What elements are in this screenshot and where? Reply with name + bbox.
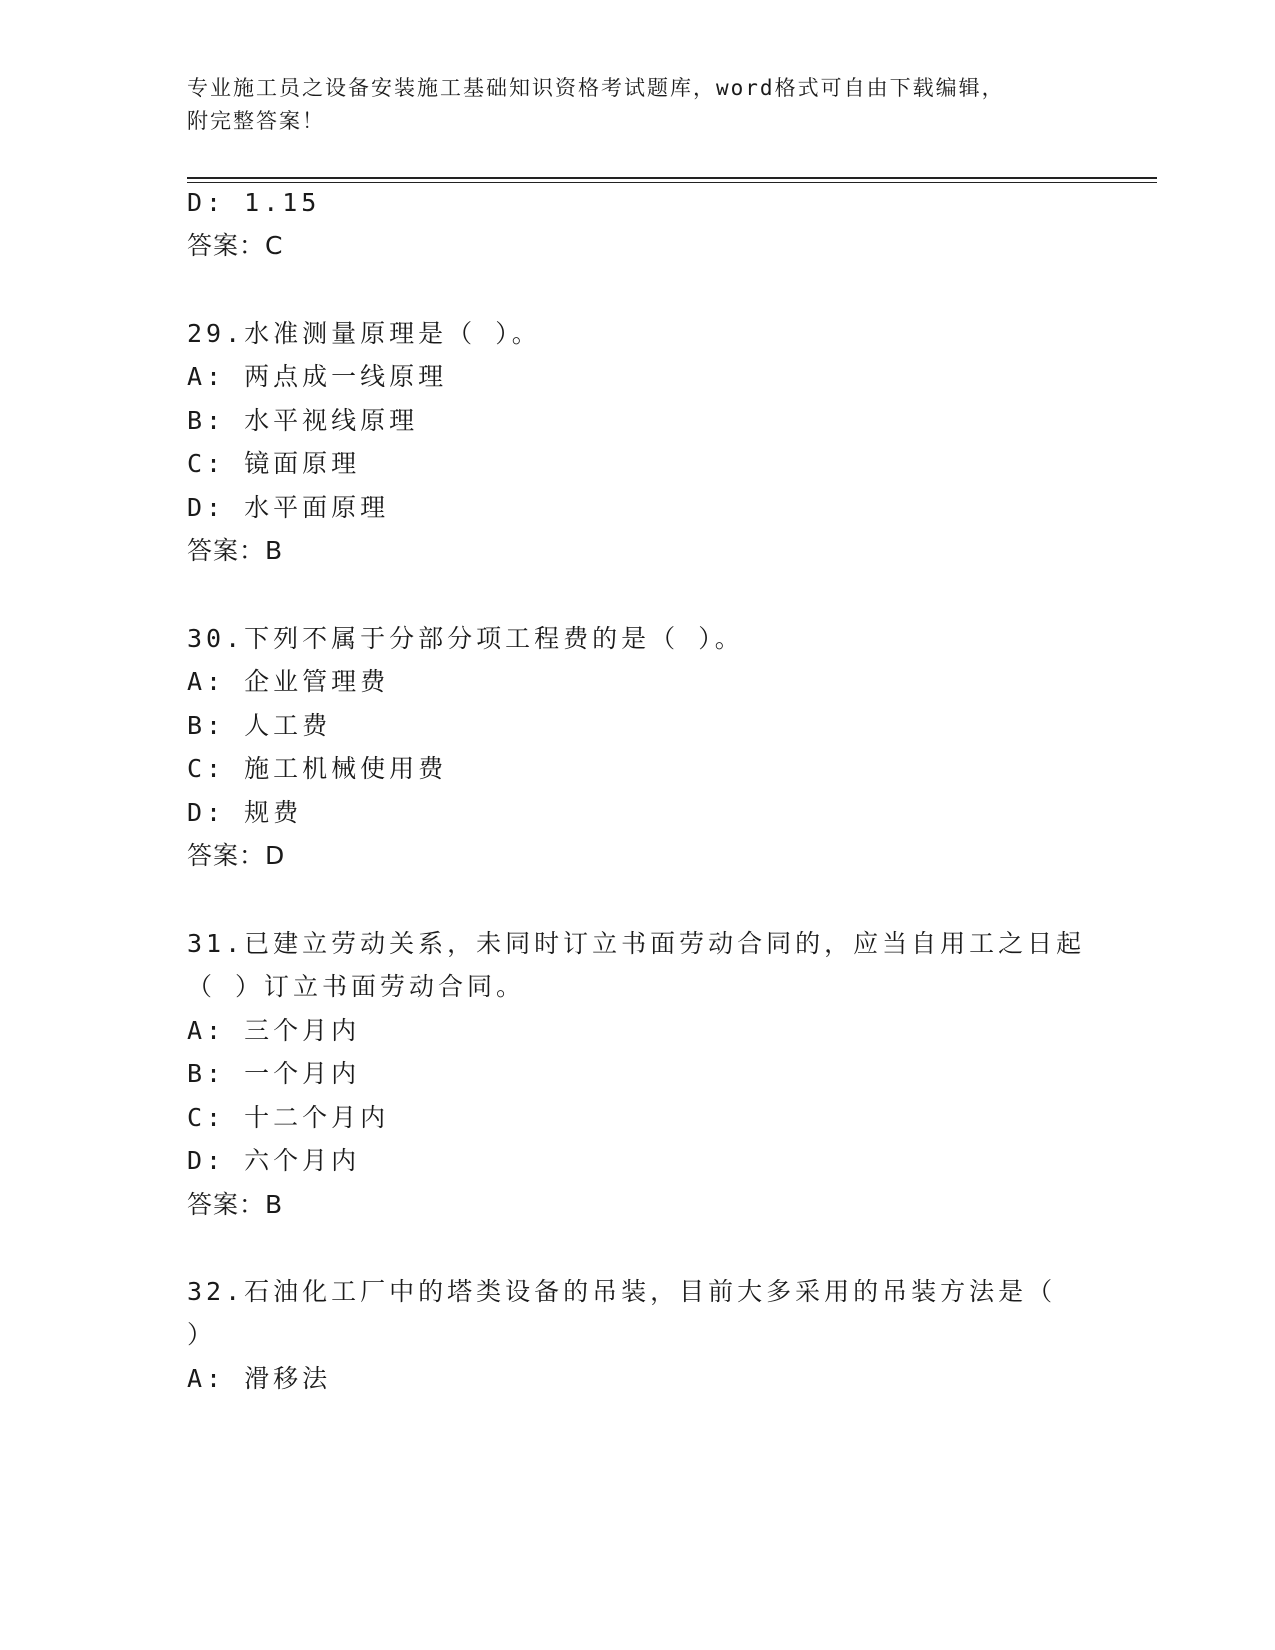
document-header [187,72,1087,138]
option-d-carryover: D: 1.15 [187,188,321,217]
question-31-option-a: A: 三个月内 [187,1016,361,1045]
question-30-option-c: C: 施工机械使用费 [187,754,448,783]
header-line-2: 附完整答案！ [187,109,325,133]
header-divider-thin [187,182,1157,183]
question-29-option-a: A: 两点成一线原理 [187,362,448,391]
question-29-answer: 答案：B [187,536,284,565]
question-29-option-d: D: 水平面原理 [187,493,390,522]
question-32-stem-line-1: 32.石油化工厂中的塔类设备的吊装，目前大多采用的吊装方法是（ [187,1277,1057,1306]
question-32-stem-line-2: ） [187,1320,217,1349]
question-30-answer: 答案：D [187,841,286,870]
question-30-option-a: A: 企业管理费 [187,667,390,696]
question-31-answer: 答案：B [187,1190,284,1219]
question-31-option-d: D: 六个月内 [187,1146,361,1175]
question-31-stem-line-2: （ ）订立书面劳动合同。 [187,972,526,1001]
header-divider-thick [187,177,1157,179]
question-29-option-b: B: 水平视线原理 [187,406,419,435]
question-30-option-b: B: 人工费 [187,711,332,740]
question-29-option-c: C: 镜面原理 [187,449,361,478]
header-line-1: 专业施工员之设备安装施工基础知识资格考试题库，word格式可自由下载编辑， [187,76,1005,100]
question-29-stem: 29.水准测量原理是（ ）。 [187,319,541,348]
answer-carryover: 答案：C [187,231,284,260]
question-31-option-c: C: 十二个月内 [187,1103,390,1132]
question-31-option-b: B: 一个月内 [187,1059,361,1088]
question-30-option-d: D: 规费 [187,798,303,827]
question-30-stem: 30.下列不属于分部分项工程费的是（ ）。 [187,624,744,653]
question-32-option-a: A: 滑移法 [187,1364,332,1393]
question-31-stem-line-1: 31.已建立劳动关系，未同时订立书面劳动合同的，应当自用工之日起 [187,929,1086,958]
